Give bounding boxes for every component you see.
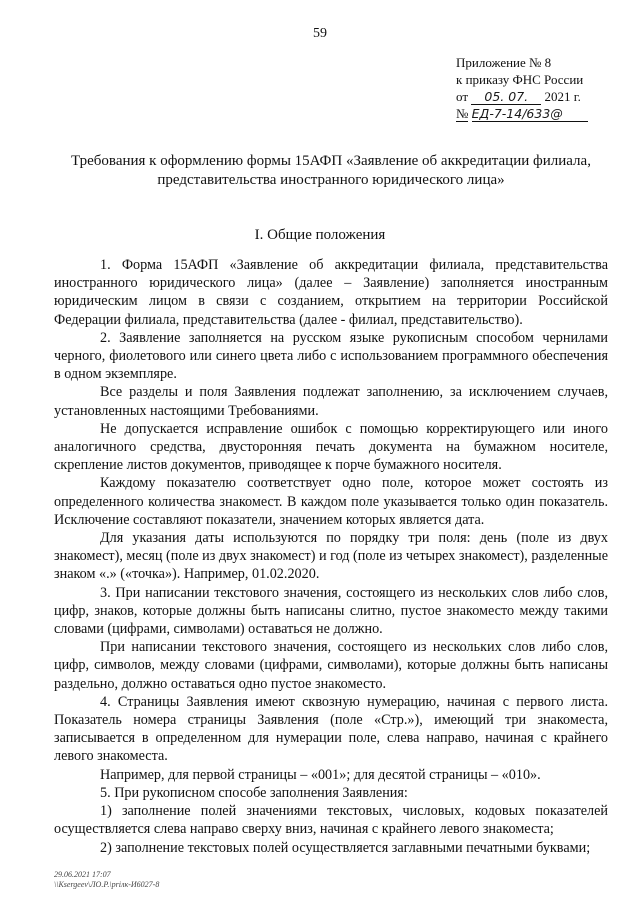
paragraph: 3. При написании текстового значения, состоящего из нескольких слов либо слов, цифр, знаков, которые должны быть написаны слитно, пустое знакоместо между такими словами (цифрами, символами) оставаться не должно. — [54, 584, 608, 638]
paragraph: Каждому показателю соответствует одно поле, которое может состоять из определенного количества знакомест. В каждом поле указывается только один показатель. Исключение составляют показатели, значением которых является дата. — [54, 475, 608, 528]
appendix-title: Приложение № 8 — [456, 55, 552, 70]
date-suffix: 2021 г. — [544, 89, 581, 104]
paragraph: Все разделы и поля Заявления подлежат заполнению, за исключением случаев, установленных настоящими Требованиями. — [54, 384, 608, 419]
page-number: 59 — [313, 26, 327, 41]
footer-path: \\Ksergeev\ЛО.Р.\priлк-И6027-8 — [54, 880, 160, 889]
paragraph: 2. Заявление заполняется на русском языке рукописным способом чернилами черного, фиолетового или синего цвета либо с использованием программного обеспечения в одном экземпляре. — [54, 329, 608, 383]
handwritten-date: 05. 07. — [471, 90, 541, 105]
paragraph: Для указания даты используются по порядку три поля: день (поле из двух знакомест), месяц (поле из двух знакомест) и год (поле из четырех знакомест), разделенные знаком «.» («точка»). Например, 01.02.2020. — [54, 530, 609, 583]
paragraph: 1) заполнение полей значениями текстовых, числовых, кодовых показателей осуществляется слева направо сверху вниз, начиная с крайнего левого знакоместа; — [54, 803, 608, 838]
section-heading: I. Общие положения — [254, 227, 386, 243]
document-title: Требования к оформлению формы 15АФП «Заявление об аккредитации филиала, представительства иностранного юридического лица» — [71, 153, 591, 188]
appendix-date — [456, 88, 588, 105]
appendix-order: к приказу ФНС России — [456, 72, 584, 87]
date-prefix: от — [456, 89, 469, 104]
paragraph: 5. При рукописном способе заполнения Заявления: — [100, 784, 408, 801]
number-prefix: № — [456, 106, 469, 121]
handwritten-number: ЕД-7-14/633@ — [472, 107, 588, 122]
appendix-number — [456, 105, 588, 122]
paragraph: Не допускается исправление ошибок с помощью корректирующего или иного аналогичного средства, двусторонняя печать документа на бумажном носителе, скрепление листов документов, приводящее к порче бумажного носителя. — [54, 420, 608, 474]
paragraph: Например, для первой страницы – «001»; для десятой страницы – «010». — [100, 766, 541, 783]
print-footer — [54, 870, 159, 890]
paragraph: 2) заполнение текстовых полей осуществляется заглавными печатными буквами; — [100, 839, 591, 856]
footer-timestamp: 29.06.2021 17:07 — [54, 870, 111, 879]
paragraph: 1. Форма 15АФП «Заявление об аккредитации филиала, представительства иностранного юридического лица» (далее – Заявление) заполняется иностранным юридическим лицом в связи с созданием, открытием на территории Российской Федерации филиала, представительства (далее - филиал, представительство). — [54, 257, 608, 328]
paragraph: При написании текстового значения, состоящего из нескольких слов либо слов, цифр, символов, между словами (цифрами, символами), которые должны быть написаны раздельно, должно оставаться одно пустое знакоместо. — [54, 639, 608, 692]
document-body — [54, 256, 608, 857]
appendix-block — [456, 54, 588, 122]
paragraph: 4. Страницы Заявления имеют сквозную нумерацию, начиная с первого листа. Показатель номера страницы Заявления (поле «Стр.»), имеющий три знакоместа, записывается в определенном для нумерации поле, слева направо, начиная с крайнего левого знакоместа. — [54, 693, 608, 765]
